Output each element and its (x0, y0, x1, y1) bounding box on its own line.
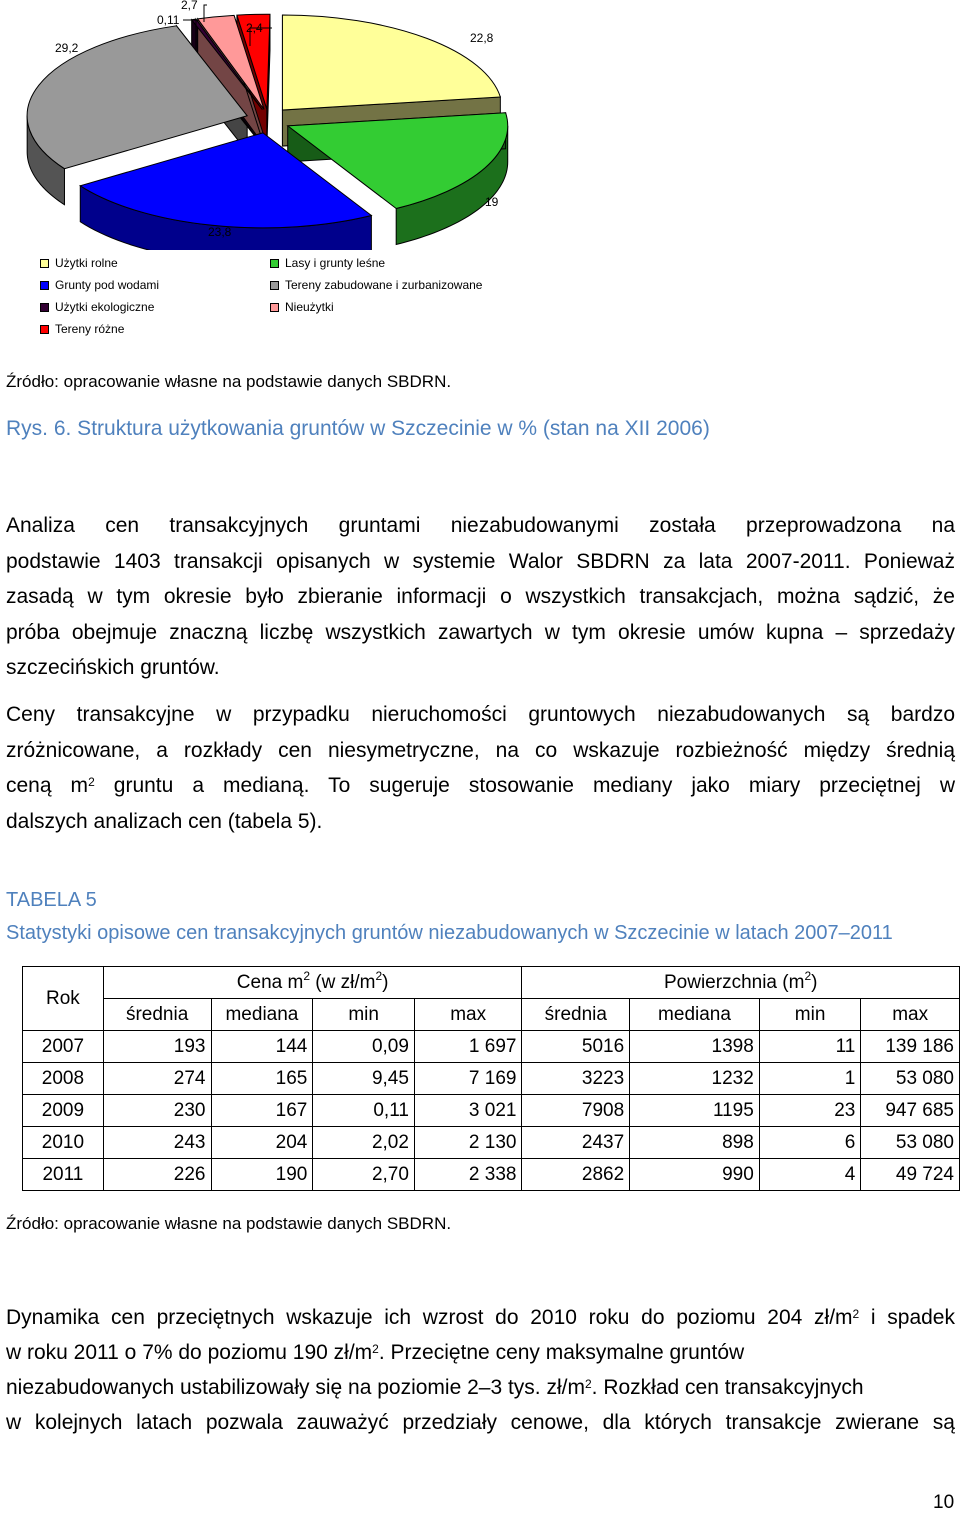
subheader-cell: mediana (211, 999, 313, 1031)
figure-source: Źródło: opracowanie własne na podstawie danych SBDRN. (6, 372, 452, 391)
table-cell: 230 (103, 1095, 211, 1127)
table-cell: 1195 (630, 1095, 760, 1127)
table-cell: 226 (103, 1159, 211, 1191)
text-line: Ceny transakcyjne w przypadku nieruchomości gruntowych niezabudowanych są bardzo (6, 703, 955, 726)
subheader-cell: średnia (522, 999, 630, 1031)
superscript: 2 (88, 775, 95, 789)
legend-item-tereny-zabudowane (270, 276, 482, 294)
legend-swatch (40, 259, 49, 268)
table-cell: 1398 (630, 1031, 760, 1063)
legend-swatch (270, 259, 279, 268)
legend-swatch (40, 303, 49, 312)
superscript: 2 (852, 1307, 860, 1321)
legend-label: Grunty pod wodami (55, 278, 160, 292)
table-cell: 2008 (23, 1063, 104, 1095)
table-cell: 3223 (522, 1063, 630, 1095)
pie-value-label: 2,4 (246, 21, 263, 35)
table-header-row (23, 967, 960, 999)
pie-value-label: 19 (485, 195, 499, 209)
legend-item-lasy (270, 254, 385, 272)
subheader-cell: min (759, 999, 861, 1031)
text-line: podstawie 1403 transakcji opisanych w systemie Walor SBDRN za lata 2007-2011. Ponieważ (6, 549, 955, 573)
header-text: Powierzchnia (m (664, 971, 805, 993)
table-cell: 0,09 (313, 1031, 415, 1063)
legend-label: Tereny zabudowane i zurbanizowane (285, 278, 483, 292)
text-line: Analiza cen transakcyjnych gruntami niezabudowanymi została przeprowadzona na (6, 514, 955, 537)
header-price (103, 967, 522, 999)
table-row (23, 1063, 960, 1095)
paragraph-dynamics (6, 1300, 955, 1440)
table-cell: 2010 (23, 1127, 104, 1159)
header-area (522, 967, 960, 999)
legend-label: Użytki rolne (55, 256, 118, 270)
table-cell: 49 724 (861, 1159, 960, 1191)
table-cell: 23 (759, 1095, 861, 1127)
table-cell: 7908 (522, 1095, 630, 1127)
table-cell: 990 (630, 1159, 760, 1191)
subheader-cell: max (414, 999, 522, 1031)
text-line (6, 768, 955, 804)
table-cell: 5016 (522, 1031, 630, 1063)
header-year: Rok (23, 967, 104, 1031)
table-subheader-row (23, 999, 960, 1031)
table-label: TABELA 5 (6, 889, 97, 911)
table-title: Statystyki opisowe cen transakcyjnych gruntów niezabudowanych w Szczecinie w latach 2007–2011 (6, 922, 893, 944)
land-use-pie-chart (0, 0, 960, 250)
pie-slice (282, 15, 500, 110)
legend-swatch (270, 281, 279, 290)
table-cell: 1 697 (414, 1031, 522, 1063)
superscript: 2 (804, 968, 812, 983)
paragraph-analysis (6, 508, 955, 686)
figure-caption: Rys. 6. Struktura użytkowania gruntów w Szczecinie w % (stan na XII 2006) (6, 417, 710, 440)
legend-swatch (270, 303, 279, 312)
superscript: 2 (303, 968, 310, 983)
paragraph-prices (6, 697, 955, 839)
table-cell: 11 (759, 1031, 861, 1063)
text-line (6, 1335, 955, 1370)
table-cell: 2009 (23, 1095, 104, 1127)
table-cell: 190 (211, 1159, 313, 1191)
legend-label: Użytki ekologiczne (55, 300, 155, 314)
legend-swatch (40, 325, 49, 334)
table-cell: 2,02 (313, 1127, 415, 1159)
table-cell: 7 169 (414, 1063, 522, 1095)
legend-item-grunty-pod-wodami (40, 276, 159, 294)
text-line: dalszych analizach cen (tabela 5). (6, 809, 323, 833)
table-source: Źródło: opracowanie własne na podstawie danych SBDRN. (6, 1214, 452, 1233)
table-cell: 193 (103, 1031, 211, 1063)
header-text: (w zł/m (310, 971, 376, 993)
table-cell: 947 685 (861, 1095, 960, 1127)
table-cell: 0,11 (313, 1095, 415, 1127)
legend-label: Lasy i grunty leśne (285, 256, 386, 270)
table-cell: 4 (759, 1159, 861, 1191)
table-cell: 204 (211, 1127, 313, 1159)
text-fragment: niezabudowanych ustabilizowały się na poziomie 2–3 tys. zł/m (6, 1376, 585, 1399)
header-text: ) (382, 971, 389, 993)
table-cell: 1 (759, 1063, 861, 1095)
statistics-table (22, 966, 960, 1191)
table-cell: 2,70 (313, 1159, 415, 1191)
text-line: zróżnicowane, a rozkłady cen niesymetryczne, na co wskazuje rozbieżność między średnią (6, 738, 955, 762)
text-fragment: ceną m (6, 774, 89, 797)
table-cell: 144 (211, 1031, 313, 1063)
table-cell: 53 080 (861, 1127, 960, 1159)
legend-label: Tereny różne (55, 322, 125, 336)
table-cell: 243 (103, 1127, 211, 1159)
legend-swatch (40, 281, 49, 290)
chart-legend (40, 254, 560, 338)
text-line (6, 1300, 955, 1335)
pie-value-label: 22,8 (470, 31, 494, 45)
table-row (23, 1095, 960, 1127)
text-fragment: gruntu a medianą. To sugeruje stosowanie mediany jako miary przeciętnej w (94, 774, 955, 797)
subheader-cell: średnia (103, 999, 211, 1031)
legend-item-tereny-rozne (40, 320, 124, 338)
text-fragment: i spadek (859, 1306, 955, 1329)
text-fragment: w roku 2011 o 7% do poziomu 190 zł/m (6, 1341, 373, 1364)
pie-value-label: 23,8 (208, 225, 232, 239)
table-cell: 2 130 (414, 1127, 522, 1159)
pie-value-label: 29,2 (55, 41, 79, 55)
text-line: zasadą w tym okresie było zbieranie informacji o wszystkich transakcjach, można sądzić, że (6, 585, 955, 608)
subheader-cell: min (313, 999, 415, 1031)
text-fragment: . Przeciętne ceny maksymalne gruntów (378, 1341, 745, 1364)
text-line (6, 1370, 955, 1405)
text-fragment: Dynamika cen przeciętnych wskazuje ich wzrost do 2010 roku do poziomu 204 zł/m (6, 1306, 853, 1329)
superscript: 2 (375, 968, 383, 983)
legend-item-nieuzytki (270, 298, 334, 316)
table-cell: 3 021 (414, 1095, 522, 1127)
subheader-cell: mediana (630, 999, 760, 1031)
page-number: 10 (933, 1492, 955, 1513)
table-cell: 2 338 (414, 1159, 522, 1191)
table-cell: 898 (630, 1127, 760, 1159)
table-cell: 139 186 (861, 1031, 960, 1063)
table-cell: 167 (211, 1095, 313, 1127)
table-row (23, 1159, 960, 1191)
text-line: próba obejmuje znaczną liczbę wszystkich zawartych w tym okresie umów kupna – sprzedaży (6, 620, 955, 644)
legend-label: Nieużytki (285, 300, 334, 314)
table-cell: 2011 (23, 1159, 104, 1191)
table-row (23, 1127, 960, 1159)
pie-value-label: 0,11 (157, 13, 180, 27)
header-text: ) (811, 971, 818, 993)
table-cell: 6 (759, 1127, 861, 1159)
subheader-cell: max (861, 999, 960, 1031)
table-cell: 274 (103, 1063, 211, 1095)
text-line: szczecińskich gruntów. (6, 656, 220, 679)
table-cell: 2437 (522, 1127, 630, 1159)
superscript: 2 (584, 1377, 592, 1391)
table-cell: 2007 (23, 1031, 104, 1063)
header-text: Cena m (236, 971, 304, 993)
text-line: w kolejnych latach pozwala zauważyć przedziały cenowe, dla których transakcje zwierane są (6, 1411, 955, 1434)
legend-item-uzytki-ekologiczne (40, 298, 154, 316)
text-fragment: . Rozkład cen transakcyjnych (591, 1376, 864, 1399)
table-cell: 2862 (522, 1159, 630, 1191)
legend-item-uzytki-rolne (40, 254, 118, 272)
table-cell: 53 080 (861, 1063, 960, 1095)
superscript: 2 (372, 1342, 379, 1356)
table-cell: 165 (211, 1063, 313, 1095)
table-cell: 1232 (630, 1063, 760, 1095)
table-cell: 9,45 (313, 1063, 415, 1095)
pie-value-label: 2,7 (181, 0, 198, 12)
table-row (23, 1031, 960, 1063)
